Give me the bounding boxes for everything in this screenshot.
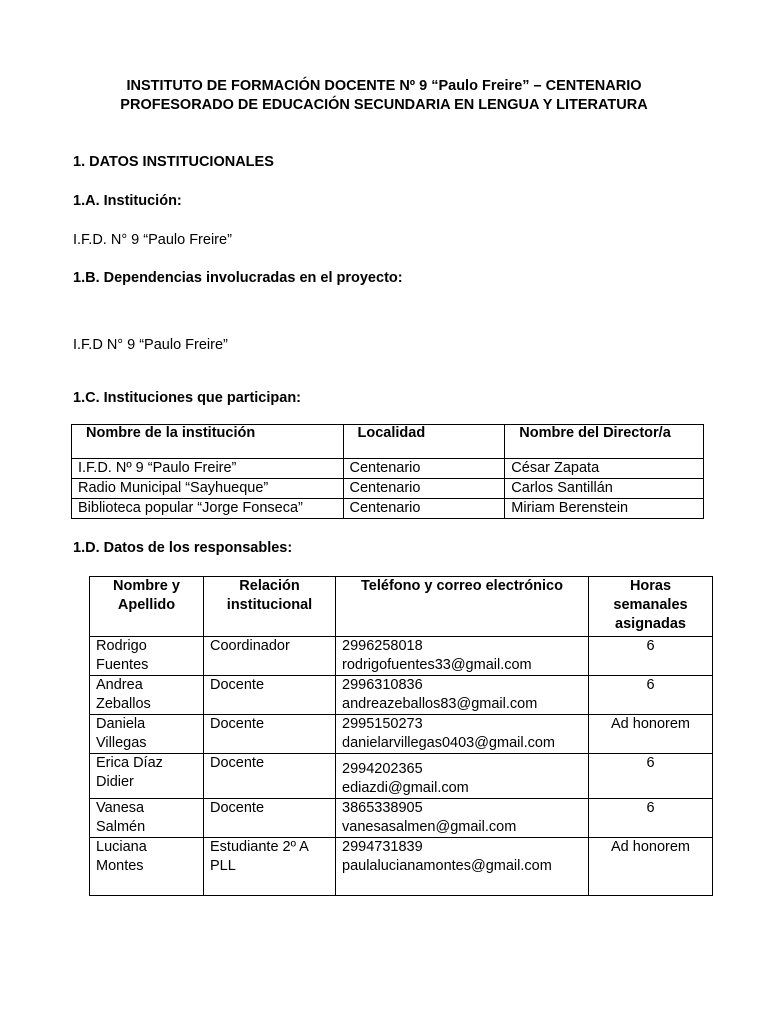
table-row bbox=[90, 838, 713, 896]
cell-relation: Docente bbox=[204, 754, 336, 799]
cell-hours: Ad honorem bbox=[589, 838, 713, 896]
col-header-contact: Teléfono y correo electrónico bbox=[336, 577, 589, 637]
document-title bbox=[60, 77, 708, 115]
table-row bbox=[90, 799, 713, 838]
cell-contact: 2994731839 paulalucianamontes@gmail.com bbox=[336, 838, 589, 896]
cell-director: Miriam Berenstein bbox=[505, 499, 704, 519]
title-line-2: PROFESORADO DE EDUCACIÓN SECUNDARIA EN LENGUA Y LITERATURA bbox=[120, 97, 648, 113]
cell-relation: Estudiante 2º A PLL bbox=[204, 838, 336, 896]
table-row bbox=[72, 499, 704, 519]
table-header-row bbox=[90, 577, 713, 637]
responsables-table bbox=[89, 576, 713, 896]
cell-contact: 2994202365 ediazdi@gmail.com bbox=[336, 754, 589, 799]
table-row bbox=[72, 459, 704, 479]
cell-contact: 2996258018 rodrigofuentes33@gmail.com bbox=[336, 637, 589, 676]
table-row bbox=[90, 676, 713, 715]
cell-hours: 6 bbox=[589, 754, 713, 799]
table-row bbox=[90, 715, 713, 754]
subsection-institution-heading: 1.A. Institución: bbox=[73, 193, 182, 209]
subsection-dependencies-heading: 1.B. Dependencias involucradas en el proyecto: bbox=[73, 270, 403, 286]
cell-name: Rodrigo Fuentes bbox=[90, 637, 204, 676]
cell-hours: 6 bbox=[589, 799, 713, 838]
cell-contact: 3865338905 vanesasalmen@gmail.com bbox=[336, 799, 589, 838]
cell-locality: Centenario bbox=[343, 459, 505, 479]
col-header-relation: Relación institucional bbox=[204, 577, 336, 637]
cell-hours: Ad honorem bbox=[589, 715, 713, 754]
title-line-1: INSTITUTO DE FORMACIÓN DOCENTE Nº 9 “Paulo Freire” – CENTENARIO bbox=[126, 78, 642, 94]
col-header-institution: Nombre de la institución bbox=[72, 425, 344, 459]
cell-locality: Centenario bbox=[343, 479, 505, 499]
table-header-row bbox=[72, 425, 704, 459]
cell-contact: 2996310836 andreazeballos83@gmail.com bbox=[336, 676, 589, 715]
cell-hours: 6 bbox=[589, 676, 713, 715]
cell-relation: Docente bbox=[204, 715, 336, 754]
table-row bbox=[72, 479, 704, 499]
cell-relation: Docente bbox=[204, 799, 336, 838]
cell-name: Andrea Zeballos bbox=[90, 676, 204, 715]
cell-relation: Coordinador bbox=[204, 637, 336, 676]
cell-name: Vanesa Salmén bbox=[90, 799, 204, 838]
cell-contact: 2995150273 danielarvillegas0403@gmail.com bbox=[336, 715, 589, 754]
cell-relation: Docente bbox=[204, 676, 336, 715]
col-header-name: Nombre y Apellido bbox=[90, 577, 204, 637]
col-header-hours: Horas semanales asignadas bbox=[589, 577, 713, 637]
cell-director: Carlos Santillán bbox=[505, 479, 704, 499]
cell-institution: Radio Municipal “Sayhueque” bbox=[72, 479, 344, 499]
cell-institution: Biblioteca popular “Jorge Fonseca” bbox=[72, 499, 344, 519]
subsection-responsables-heading: 1.D. Datos de los responsables: bbox=[73, 540, 293, 556]
institution-text: I.F.D. N° 9 “Paulo Freire” bbox=[73, 232, 232, 248]
cell-name: Erica Díaz Didier bbox=[90, 754, 204, 799]
table-row bbox=[90, 754, 713, 799]
section-heading: 1. DATOS INSTITUCIONALES bbox=[73, 154, 274, 170]
dependencies-text: I.F.D N° 9 “Paulo Freire” bbox=[73, 337, 228, 353]
col-header-locality: Localidad bbox=[343, 425, 505, 459]
col-header-director: Nombre del Director/a bbox=[505, 425, 704, 459]
cell-name: Luciana Montes bbox=[90, 838, 204, 896]
cell-institution: I.F.D. Nº 9 “Paulo Freire” bbox=[72, 459, 344, 479]
cell-name: Daniela Villegas bbox=[90, 715, 204, 754]
table-row bbox=[90, 637, 713, 676]
cell-director: César Zapata bbox=[505, 459, 704, 479]
subsection-participants-heading: 1.C. Instituciones que participan: bbox=[73, 390, 302, 406]
cell-locality: Centenario bbox=[343, 499, 505, 519]
cell-hours: 6 bbox=[589, 637, 713, 676]
institutions-table bbox=[71, 424, 704, 519]
